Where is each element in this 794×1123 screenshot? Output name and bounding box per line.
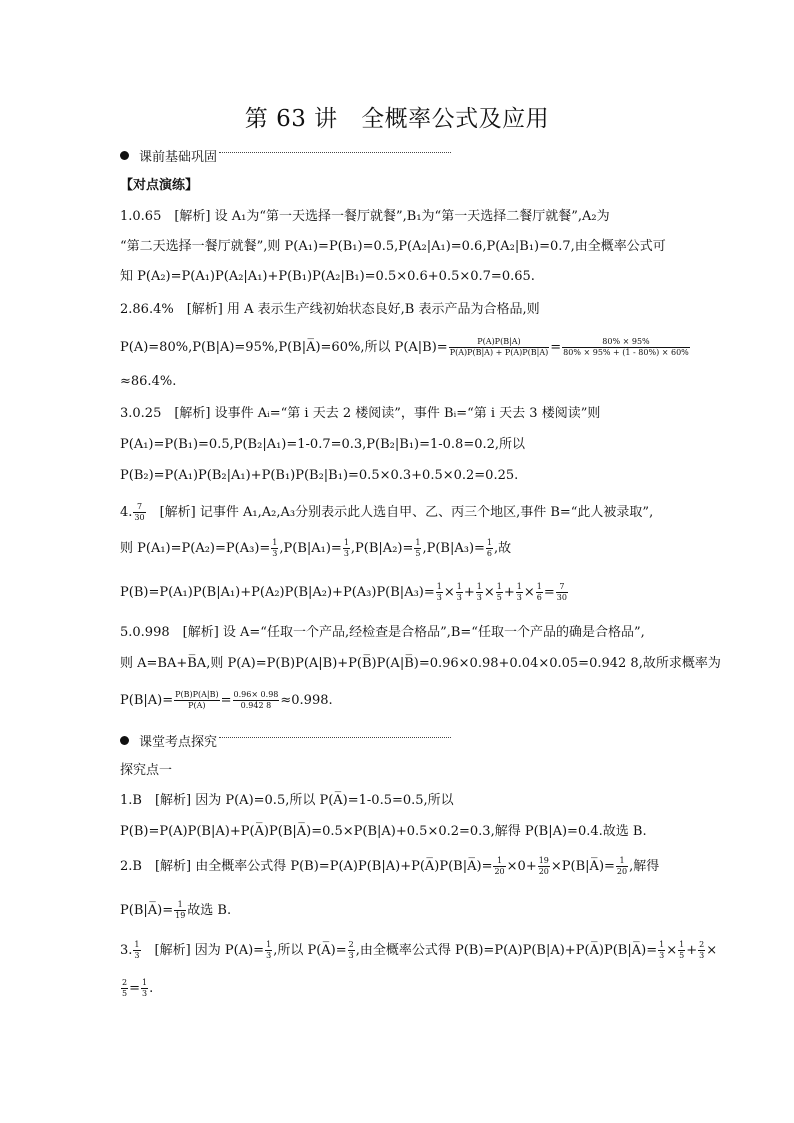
- question-2-line-1: 2.B [解析] 由全概率公式得 P(B)=P(A)P(B|A)+P(A̅)P(B|A̅)= $\frac{1}{20}$ ×0+ $\frac{19}{20}$ ×P(B|A̅)= $\frac{1}{20}$ ,解得: [120, 856, 660, 876]
- answer-5-line-3: P(B|A)= $\frac{P(B)P(A|B)}{P(A)}$ = $\frac{0.96\times 0.98}{0.942 8}$ ≈0.998.: [120, 690, 333, 710]
- dotted-leader: [219, 737, 451, 738]
- answer-3-line-1: 3.0.25 [解析] 设事件 Aᵢ=“第 i 天去 2 楼阅读”，事件 Bᵢ=“第 i 天去 3 楼阅读”则: [120, 406, 601, 421]
- fraction: $\frac{2}{5}$: [122, 978, 128, 998]
- question-3-line-1: 3. $\frac{1}{3}$ [解析] 因为 P(A)= $\frac{1}{3}$ ,所以 P(A̅)= $\frac{2}{3}$ ,由全概率公式得 P(B)=P(A)P(B|A)+P(A̅)P(B|A̅)= $\frac{1}{3}$ × $\frac{1}{5}$ + $\frac{2}{3}$ ×: [120, 940, 718, 960]
- fraction: $\frac{1}{3}$: [134, 940, 140, 960]
- fraction: $\frac{P(B)P(A|B)}{P(A)}$: [175, 690, 219, 710]
- answer-3-line-3: P(B₂)=P(A₁)P(B₂|A₁)+P(B₁)P(B₂|B₁)=0.5×0.3+0.5×0.2=0.25.: [120, 468, 519, 483]
- fraction: $\frac{2}{3}$: [699, 940, 705, 960]
- fraction: $\frac{1}{3}$: [343, 538, 349, 558]
- section-header-basics: [120, 146, 451, 165]
- fraction: $\frac{1}{3}$: [516, 582, 522, 602]
- answer-2-line-2: P(A)=80%,P(B|A)=95%,P(B|A̅)=60%,所以 P(A|B)= $\frac{P(A)P(B|A)}{P(A)P(B|A) + P(A̅)P(B|A̅)}$ = $\frac{80\% \times 95\%}{80\% \times 95\% + (1 - 80\%) \times 60\%}$: [120, 337, 689, 357]
- fraction: $\frac{1}{3}$: [142, 978, 148, 998]
- question-3-line-2: $\frac{2}{5}$ = $\frac{1}{3}$ .: [122, 978, 154, 998]
- fraction: $\frac{1}{5}$: [496, 582, 502, 602]
- fraction: $\frac{80\% \times 95\%}{80\% \times 95\% + (1 - 80\%) \times 60\%}$: [563, 337, 689, 357]
- section-header-explore: [120, 731, 451, 750]
- answer-2-line-3: ≈86.4%.: [120, 374, 177, 389]
- fraction: $\frac{1}{3}$: [266, 940, 272, 960]
- fraction: $\frac{7}{30}$: [556, 582, 567, 602]
- answer-4-line-2: 则 P(A₁)=P(A₂)=P(A₃)= $\frac{1}{3}$ ,P(B|A₁)= $\frac{1}{3}$ ,P(B|A₂)= $\frac{1}{5}$ ,P(B|A₃)= $\frac{1}{6}$ ,故: [120, 538, 512, 558]
- question-1-line-2: P(B)=P(A)P(B|A)+P(A̅)P(B|A̅)=0.5×P(B|A)+0.5×0.2=0.3,解得 P(B|A)=0.4.故选 B.: [120, 824, 647, 839]
- fraction: $\frac{1}{5}$: [415, 538, 421, 558]
- fraction: $\frac{1}{3}$: [476, 582, 482, 602]
- answer-5-line-1: 5.0.998 [解析] 设 A=“任取一个产品,经检查是合格品”,B=“任取一个产品的确是合格品”,: [120, 625, 645, 640]
- section-title: 课堂考点探究: [139, 735, 218, 750]
- fraction: $\frac{19}{20}$: [538, 856, 549, 876]
- fraction: $\frac{1}{3}$: [272, 538, 278, 558]
- page-title: 第 63 讲 全概率公式及应用: [244, 106, 550, 132]
- section-title: 课前基础巩固: [139, 150, 218, 165]
- question-2-line-2: P(B|A̅)= $\frac{1}{19}$ 故选 B.: [120, 900, 232, 920]
- bullet-icon: [120, 736, 129, 745]
- fraction: $\frac{1}{20}$: [616, 856, 628, 876]
- answer-2-line-1: 2.86.4% [解析] 用 A 表示生产线初始状态良好,B 表示产品为合格品,则: [120, 302, 540, 317]
- fraction: $\frac{1}{3}$: [456, 582, 462, 602]
- answer-4-line-3: P(B)=P(A₁)P(B|A₁)+P(A₂)P(B|A₂)+P(A₃)P(B|A₃)= $\frac{1}{3}$ × $\frac{1}{3}$ + $\frac{1}{3}$ × $\frac{1}{5}$ + $\frac{1}{3}$ × $\frac{1}{6}$ = $\frac{7}{30}$: [120, 582, 567, 602]
- fraction: $\frac{7}{30}$: [134, 502, 145, 522]
- fraction: $\frac{0.96\times 0.98}{0.942 8}$: [233, 690, 279, 710]
- fraction: $\frac{1}{6}$: [536, 582, 542, 602]
- question-1-line-1: 1.B [解析] 因为 P(A)=0.5,所以 P(A̅)=1-0.5=0.5,所以: [120, 793, 454, 808]
- answer-1-line-3: 知 P(A₂)=P(A₁)P(A₂|A₁)+P(B₁)P(A₂|B₁)=0.5×0.6+0.5×0.7=0.65.: [120, 269, 535, 284]
- dotted-leader: [219, 152, 451, 153]
- fraction: $\frac{1}{6}$: [486, 538, 493, 558]
- fraction: $\frac{2}{3}$: [348, 940, 354, 960]
- drill-label: 【对点演练】: [120, 178, 199, 193]
- answer-4-line-1: 4. $\frac{7}{30}$ [解析] 记事件 A₁,A₂,A₃分别表示此人选自甲、乙、丙三个地区,事件 B=“此人被录取”,: [120, 502, 654, 522]
- fraction: $\frac{1}{20}$: [494, 856, 505, 876]
- explore-label: 探究点一: [120, 763, 173, 778]
- bullet-icon: [120, 151, 129, 160]
- fraction: $\frac{1}{5}$: [679, 940, 685, 960]
- fraction: $\frac{P(A)P(B|A)}{P(A)P(B|A) + P(A̅)P(B|A̅)}$: [449, 337, 549, 357]
- answer-5-line-2: 则 A=BA+B̅A,则 P(A)=P(B)P(A|B)+P(B̅)P(A|B̅)=0.96×0.98+0.04×0.05=0.942 8,故所求概率为: [120, 656, 721, 671]
- answer-1-line-1: 1.0.65 [解析] 设 A₁为“第一天选择一餐厅就餐”,B₁为“第一天选择二餐厅就餐”,A₂为: [120, 209, 610, 224]
- fraction: $\frac{1}{19}$: [175, 900, 186, 920]
- fraction: $\frac{1}{3}$: [436, 582, 442, 602]
- answer-1-line-2: “第二天选择一餐厅就餐”,则 P(A₁)=P(B₁)=0.5,P(A₂|A₁)=0.6,P(A₂|B₁)=0.7,由全概率公式可: [120, 239, 666, 254]
- answer-3-line-2: P(A₁)=P(B₁)=0.5,P(B₂|A₁)=1-0.7=0.3,P(B₂|B₁)=1-0.8=0.2,所以: [120, 437, 526, 452]
- answer-2-text: P(A)=80%,P(B|A)=95%,P(B|A̅)=60%,所以 P(A|B)=: [120, 340, 448, 355]
- fraction: $\frac{1}{3}$: [659, 940, 665, 960]
